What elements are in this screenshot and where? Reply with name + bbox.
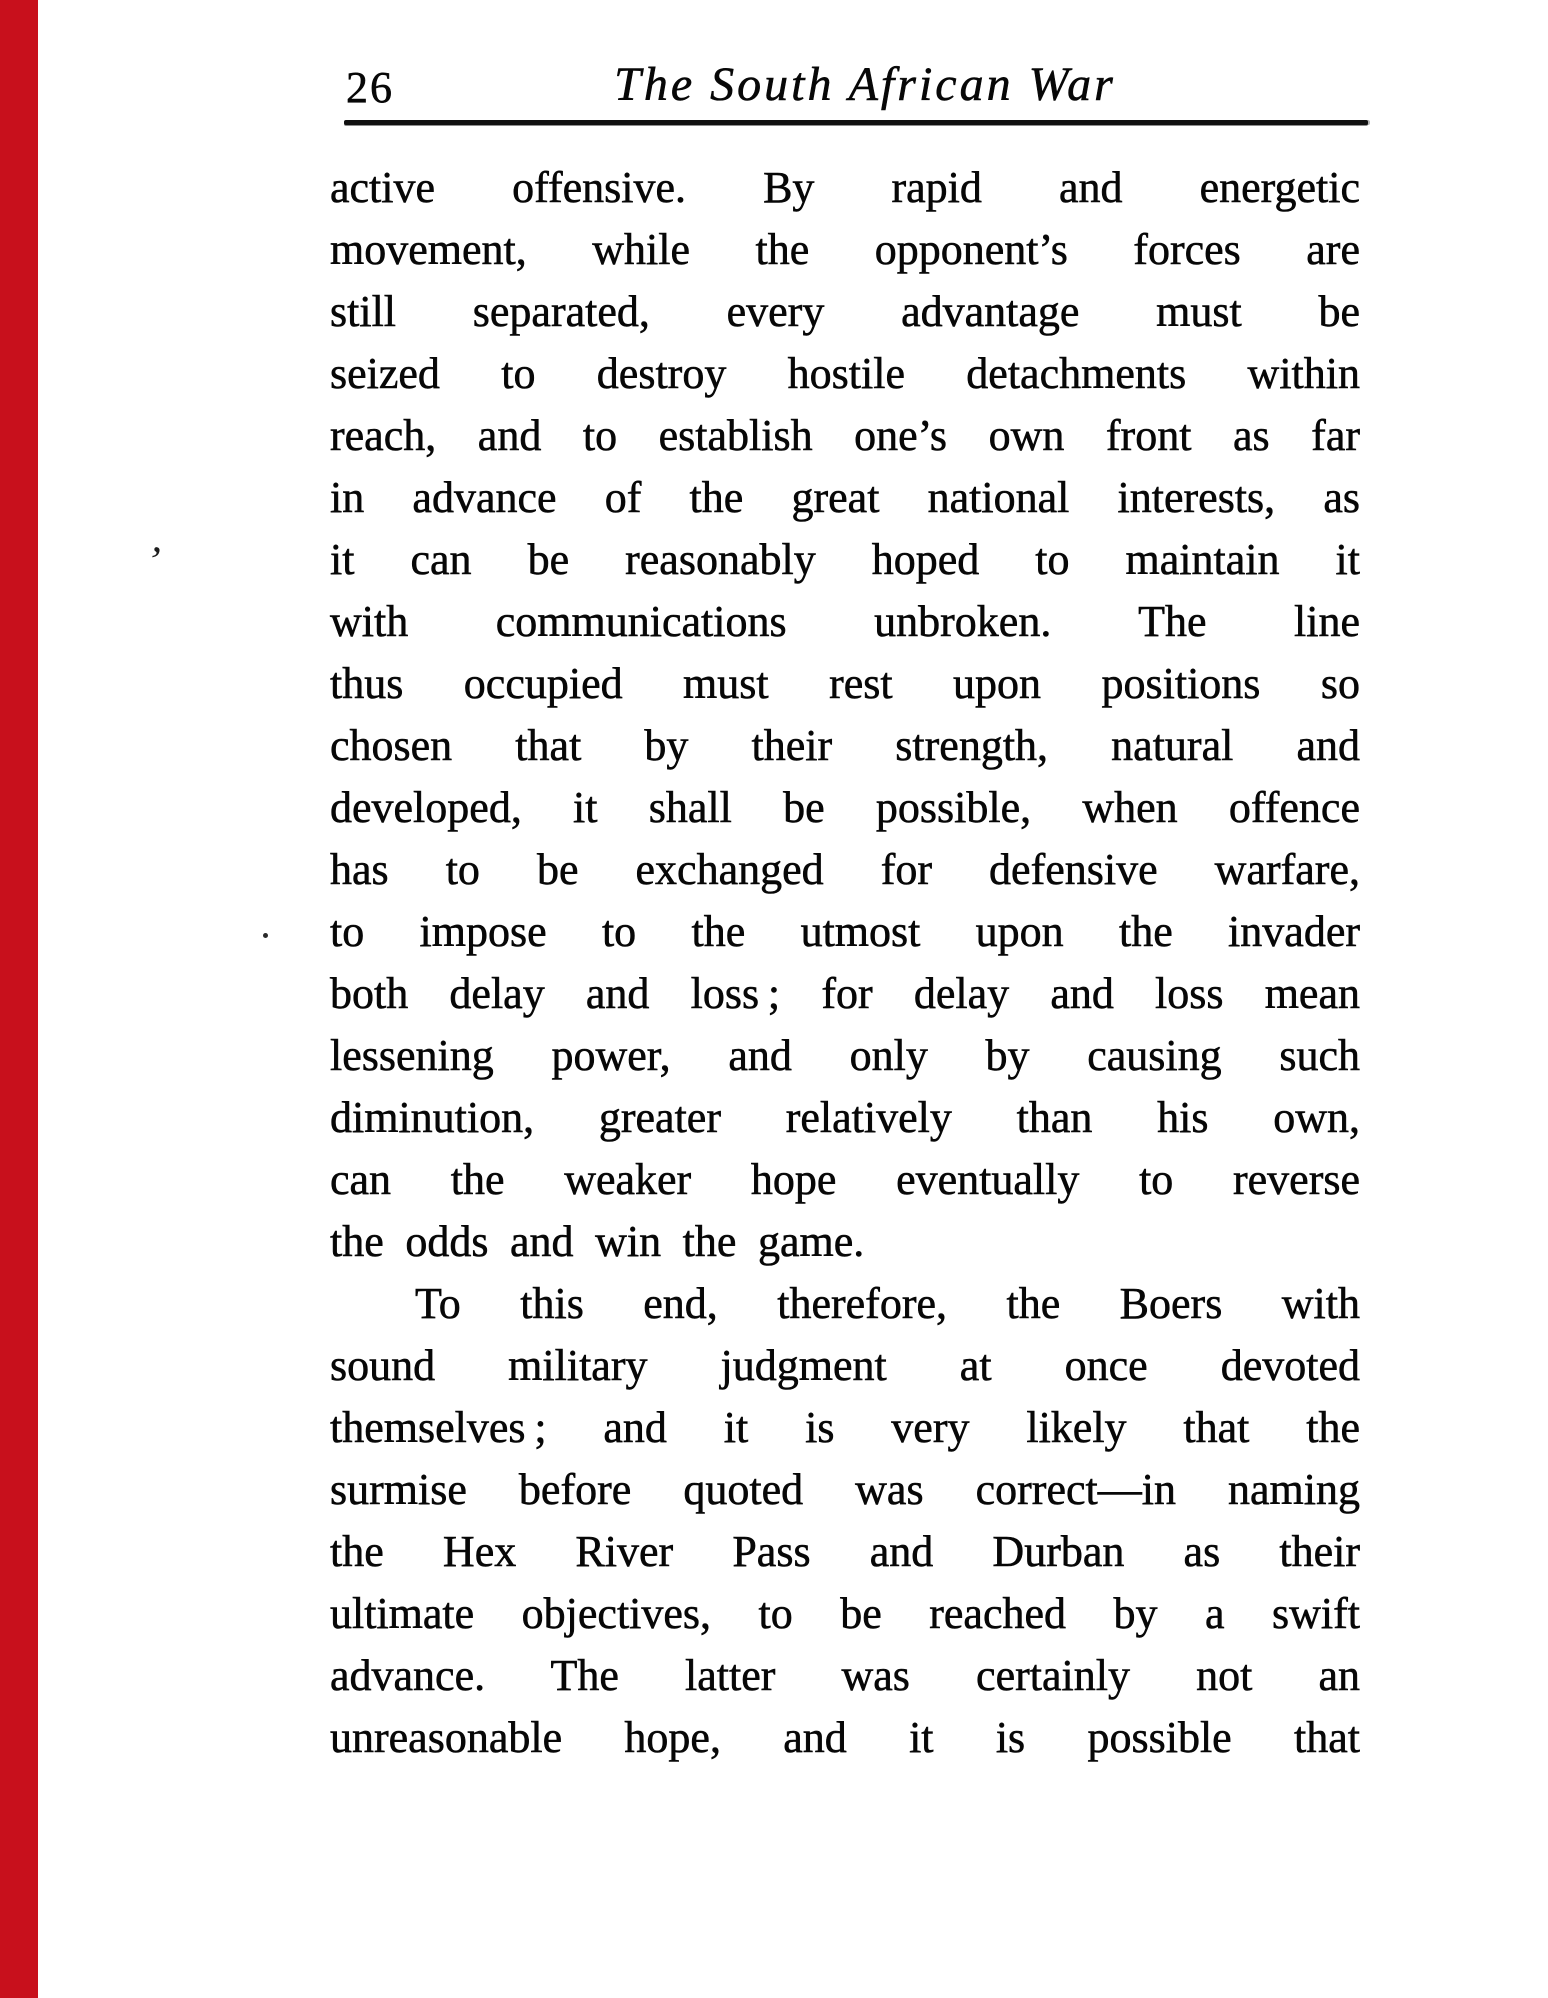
page-number: 26 [346, 63, 394, 112]
running-title: The South African War [614, 58, 1116, 111]
text-line: diminution, greater relatively than his own, [330, 1093, 1360, 1142]
text-line: lessening power, and only by causing such [330, 1031, 1360, 1080]
text-line: the odds and win the game. [330, 1217, 865, 1266]
text-line: still separated, every advantage must be [330, 287, 1360, 336]
text-line: thus occupied must rest upon positions so [330, 659, 1360, 708]
text-line: reach, and to establish one’s own front as far [330, 411, 1360, 460]
page-text [330, 157, 1360, 1769]
text-line: ultimate objectives, to be reached by a swift [330, 1589, 1360, 1638]
text-line: it can be reasonably hoped to maintain it [330, 535, 1360, 584]
text-line: themselves ; and it is very likely that the [330, 1403, 1360, 1452]
text-line: unreasonable hope, and it is possible that [330, 1713, 1360, 1762]
text-line: active offensive. By rapid and energetic [330, 163, 1360, 212]
text-line: To this end, therefore, the Boers with [415, 1279, 1360, 1328]
text-line: surmise before quoted was correct—in naming [330, 1465, 1360, 1514]
text-line: advance. The latter was certainly not an [330, 1651, 1360, 1700]
header-rule [344, 120, 1368, 125]
margin-dot-artifact [263, 933, 268, 938]
text-line: developed, it shall be possible, when offence [330, 783, 1360, 832]
text-line: chosen that by their strength, natural and [330, 721, 1360, 770]
text-line: to impose to the utmost upon the invader [330, 907, 1360, 956]
margin-apostrophe-artifact: ’ [144, 538, 166, 586]
text-line: with communications unbroken. The line [330, 597, 1360, 646]
text-line: the Hex River Pass and Durban as their [330, 1527, 1360, 1576]
text-line: in advance of the great national interests, as [330, 473, 1360, 522]
book-edge-stripe [0, 0, 38, 1998]
text-line: has to be exchanged for defensive warfare, [330, 845, 1360, 894]
text-line: both delay and loss ; for delay and loss mean [330, 969, 1360, 1018]
text-line: can the weaker hope eventually to reverse [330, 1155, 1360, 1204]
text-line: sound military judgment at once devoted [330, 1341, 1360, 1390]
text-line: movement, while the opponent’s forces are [330, 225, 1360, 274]
text-line: seized to destroy hostile detachments within [330, 349, 1360, 398]
